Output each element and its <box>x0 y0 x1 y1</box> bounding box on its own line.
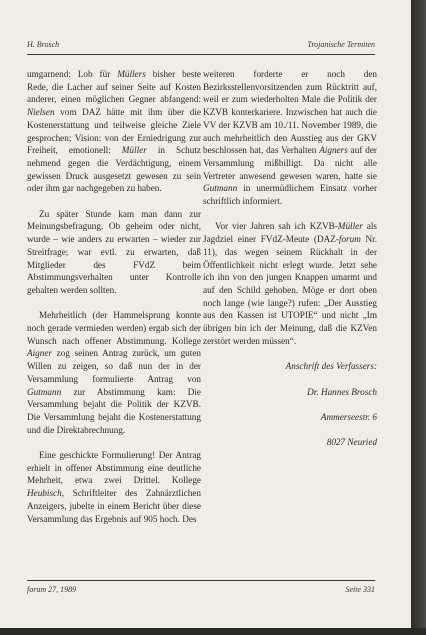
text-run: umgarnend: Lob für <box>27 69 118 79</box>
name-emphasis: Aigner <box>27 348 53 359</box>
text-run: in unermüdlichem Einsatz vorher schriftlich informiert. <box>203 183 377 207</box>
name-emphasis: Müller <box>337 221 363 232</box>
name-emphasis: forum <box>338 234 361 245</box>
paragraph <box>27 68 201 195</box>
address-heading: Anschrift des Verfassers: <box>285 361 377 372</box>
right-column <box>203 68 377 462</box>
address-street: Ammerseestr. 6 <box>320 411 377 422</box>
author-address <box>203 360 377 449</box>
author-name: Dr. Hannes Brosch <box>307 386 377 397</box>
text-run: Vor vier Jahren sah ich KZVB- <box>215 221 338 232</box>
text-run: Mehrheitlich (der Hammelsprung konnte noch gerade vermieden werden) ergab sich der Wunsch nach offener Abstimmung. Kollege <box>27 310 201 346</box>
paragraph: Zu später Stunde kam man dann zur Meinungsbefragung. Ob geheim oder nicht, wurde – wie anders zu erwarten – wieder zur Streitfrage; war evtl. zu erwarten, daß Mitglieder des FVdZ beim Abstimmungsverhalten unter Kontrolle gehalten werden sollten. <box>27 208 201 295</box>
text-run: bisher beste Rede, die Lacher auf seiner Seite auf Kosten anderer, einen möglichen Gegner abfangend: <box>27 69 201 105</box>
page-edge-bottom <box>0 628 426 635</box>
text-run: auf der Versammlung mißbilligt. Da nicht alle Vertreter anwesend gewesen waren, hatte sie <box>203 145 377 181</box>
text-run: , Schriftleiter des Zahnärztlichen Anzeigers, jubelte in einem Bericht über diese Versammlung das Ergebnis auf 905 hoch. Des <box>27 488 201 524</box>
text-run: zog seinen Antrag zurück, um guten Willen zu zeigen, so daß nun der in der Versammlung formulierte Antrag von <box>27 348 201 384</box>
text-run: Eine geschickte Formulierung! Der Antrag erhielt in offener Abstimmung eine deutliche Mehrheit, etwa zwei Drittel. Kollege <box>27 450 201 486</box>
text-run: als Jagdziel einer FVdZ-Meute (DAZ- <box>203 221 377 245</box>
name-emphasis: Gutmann <box>27 386 62 397</box>
left-column <box>27 68 201 538</box>
text-run: weiteren forderte er noch den Bezirksstellenvorsitzenden zum Rücktritt auf, weil er zum wiederholten Male die Politik der KZVB konterkariere. Inzwischen hat auch die VV der KZVB am 10./11. November 1989, die auch mehrheitlich den Ausstieg aus der GKV beschlossen hat, das Verhalten <box>203 69 377 156</box>
text-run: zur Abstimmung kam: Die Versammlung bejaht die Politik der KZVB. Die Versammlung bejaht die Kostenerstattung und die Direktabrechnung. <box>27 386 201 435</box>
paragraph <box>27 449 201 525</box>
footer-rule <box>27 580 375 581</box>
footer-issue: forum 27, 1989 <box>27 585 77 594</box>
name-emphasis: Müllers <box>117 69 146 79</box>
address-city: 8027 Neuried <box>326 437 377 448</box>
paragraph <box>203 220 377 347</box>
name-emphasis: Nielsen <box>27 107 55 118</box>
footer-page-number: Seite 331 <box>345 585 375 594</box>
text-run: vom DAZ hätte mit ihm über die Kostenerstattung und teilweise gleiche Ziele gesprochen; Vision: von der Erniedrigung zur Freiheit, emotionell: <box>27 107 201 156</box>
page-edge-right <box>411 0 426 635</box>
name-emphasis: Müller <box>121 145 147 156</box>
paragraph <box>203 68 377 208</box>
paragraph <box>27 309 201 436</box>
text-run: Nr. 11), das wegen seinem Rückhalt in der Öffentlichkeit nicht erlegt wurde. Jetzt sehe ich ihn von den jungen Knappen umarmt und auf den Schild gehoben. Möge er dort oben noch lange (wie lange?) rufen: „Der Ausstieg aus den Kassen ist UTOPIE“ und nicht „Im übrigen bin ich der Meinung, daß die KZVen zerstört werden müssen“. <box>203 234 377 346</box>
name-emphasis: Gutmann <box>203 183 238 194</box>
name-emphasis: Heubisch <box>27 488 62 499</box>
text-run: in Schutz nehmend gegen die Verdächtigung, einem gewissen Druck ausgesetzt gewesen zu sein oder ihm gar nachgegeben zu haben. <box>27 145 201 194</box>
header-author: H. Brosch <box>27 40 60 49</box>
name-emphasis: Aigners <box>319 145 348 156</box>
header-rule <box>27 54 375 55</box>
header-title: Trojanische Termiten <box>307 40 375 49</box>
